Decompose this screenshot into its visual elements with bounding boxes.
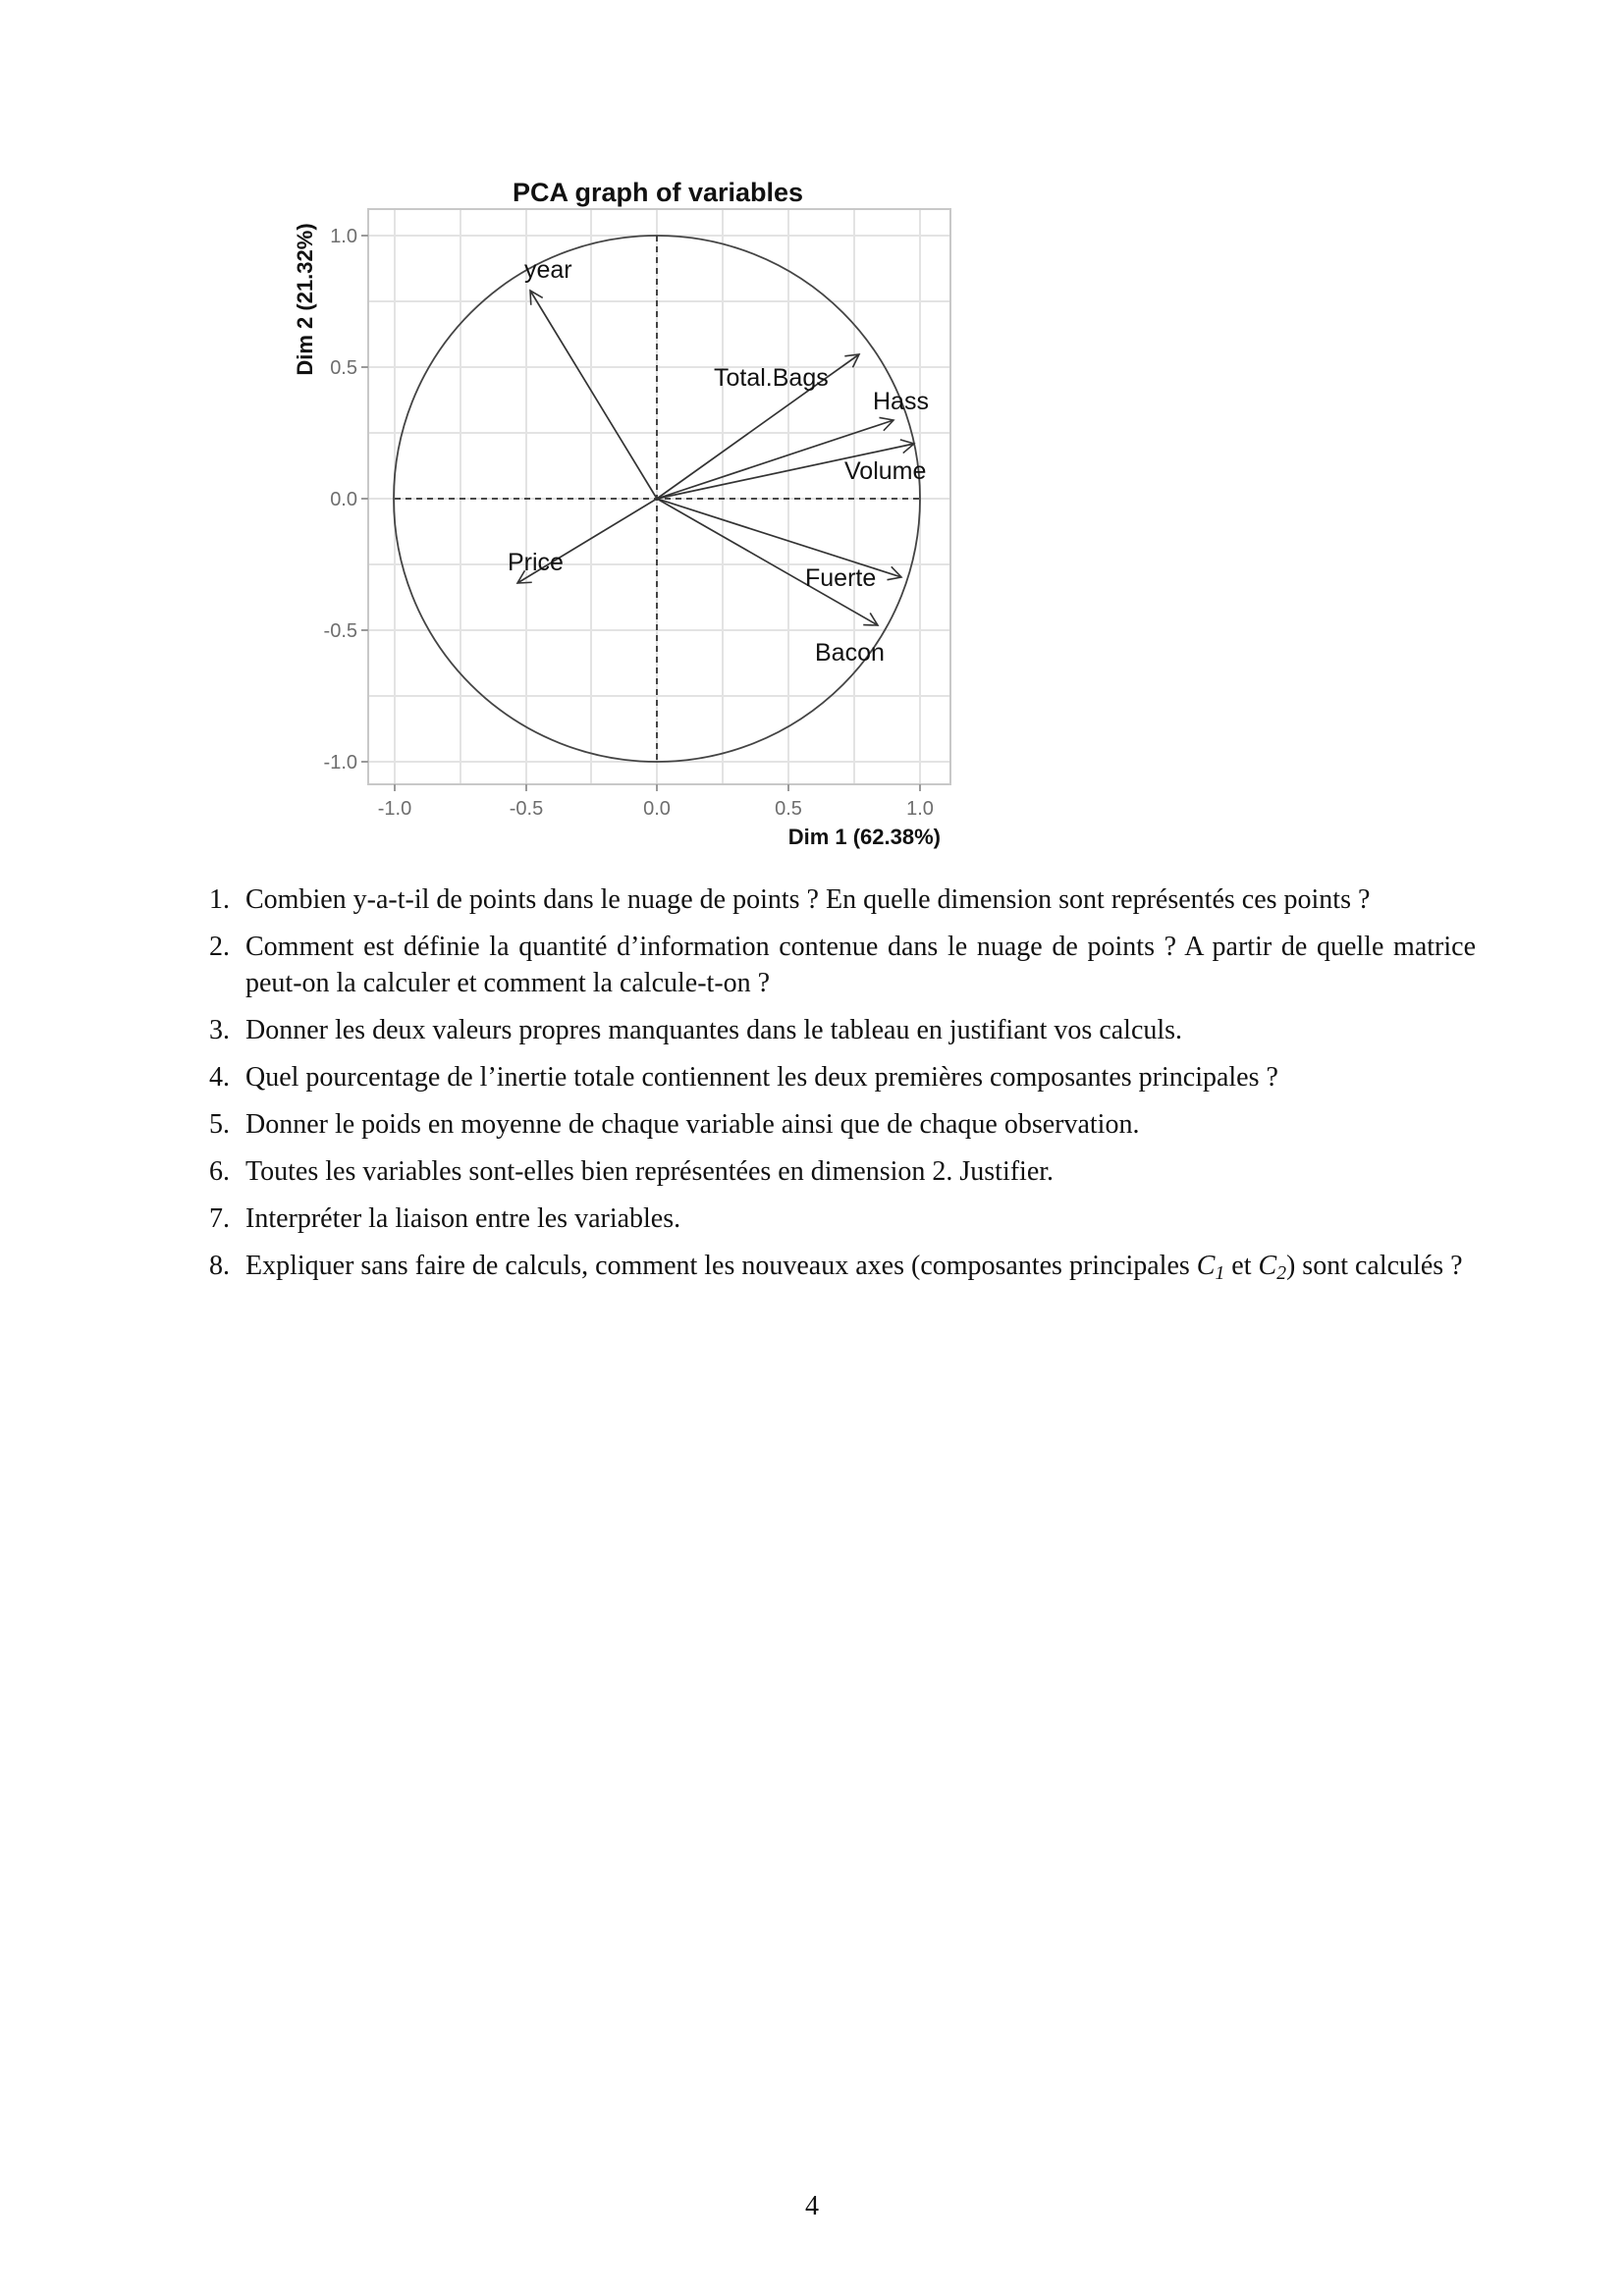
question-number: 4. [209, 1062, 230, 1093]
question-text: Donner les deux valeurs propres manquantes dans le tableau en justifiant vos calculs. [245, 1015, 1183, 1045]
x-tick-label: -0.5 [509, 798, 544, 820]
question-item [209, 929, 1476, 1001]
plot-panel [368, 209, 950, 784]
y-tick-label: -1.0 [323, 752, 357, 774]
y-tick-label: 0.5 [330, 357, 357, 379]
label-fuerte: Fuerte [805, 564, 877, 592]
question-number: 5. [209, 1109, 230, 1140]
math-subscript: 1 [1215, 1262, 1225, 1284]
question-number: 1. [209, 884, 230, 915]
question-item [209, 1059, 1476, 1095]
question-number: 6. [209, 1156, 230, 1187]
question-text: Combien y-a-t-il de points dans le nuage de points ? En quelle dimension sont représentés ces points ? [245, 884, 1371, 915]
question-number: 3. [209, 1015, 230, 1045]
question-number: 7. [209, 1203, 230, 1234]
x-tick-label: -1.0 [377, 798, 412, 820]
question-text: Comment est définie la quantité d’information contenue dans le nuage de points ? A partir de quelle matrice peut-on la calculer et comment la calcule-t-on ? [245, 932, 1476, 998]
question-item [209, 881, 1476, 918]
page-number: 4 [805, 2191, 819, 2221]
y-axis-label: Dim 2 (21.32%) [293, 223, 317, 376]
math-subscript: 2 [1276, 1262, 1286, 1284]
label-hass: Hass [873, 388, 929, 415]
question-text [245, 1251, 1463, 1284]
chart-title: PCA graph of variables [512, 178, 804, 207]
x-tick-label: 0.5 [775, 798, 802, 820]
pca-variables-chart [0, 0, 1624, 883]
question-list [209, 881, 1476, 1303]
x-tick-marks [395, 784, 920, 791]
y-tick-label: 1.0 [330, 226, 357, 247]
x-tick-label: 1.0 [906, 798, 934, 820]
x-axis-label: Dim 1 (62.38%) [787, 825, 941, 849]
question-text: Donner le poids en moyenne de chaque variable ainsi que de chaque observation. [245, 1109, 1140, 1140]
question-item [209, 1201, 1476, 1237]
question-number: 8. [209, 1251, 230, 1281]
question-item [209, 1153, 1476, 1190]
label-year: year [524, 256, 572, 284]
question-item [209, 1012, 1476, 1048]
math-c1 [1196, 1251, 1225, 1284]
math-symbol: C [1196, 1251, 1216, 1281]
question-text: Interpréter la liaison entre les variables. [245, 1203, 681, 1234]
question-text: Toutes les variables sont-elles bien représentées en dimension 2. Justifier. [245, 1156, 1055, 1187]
label-price: Price [508, 549, 564, 576]
y-tick-label: 0.0 [330, 489, 357, 510]
question-text-part: ) sont calculés ? [1285, 1251, 1463, 1281]
label-total-bags: Total.Bags [714, 364, 829, 392]
question-item [209, 1106, 1476, 1143]
question-text-part: Expliquer sans faire de calculs, comment les nouveaux axes (composantes principales [245, 1251, 1197, 1281]
math-symbol: C [1258, 1251, 1277, 1281]
question-number: 2. [209, 932, 230, 962]
label-bacon: Bacon [815, 639, 885, 667]
y-tick-marks [361, 236, 368, 762]
question-text: Quel pourcentage de l’inertie totale contiennent les deux premières composantes principales ? [245, 1062, 1278, 1093]
question-text-part: et [1224, 1251, 1259, 1281]
y-tick-label: -0.5 [323, 620, 357, 642]
question-item [209, 1248, 1476, 1292]
x-tick-label: 0.0 [643, 798, 671, 820]
math-c2 [1258, 1251, 1286, 1284]
label-volume: Volume [844, 457, 927, 485]
